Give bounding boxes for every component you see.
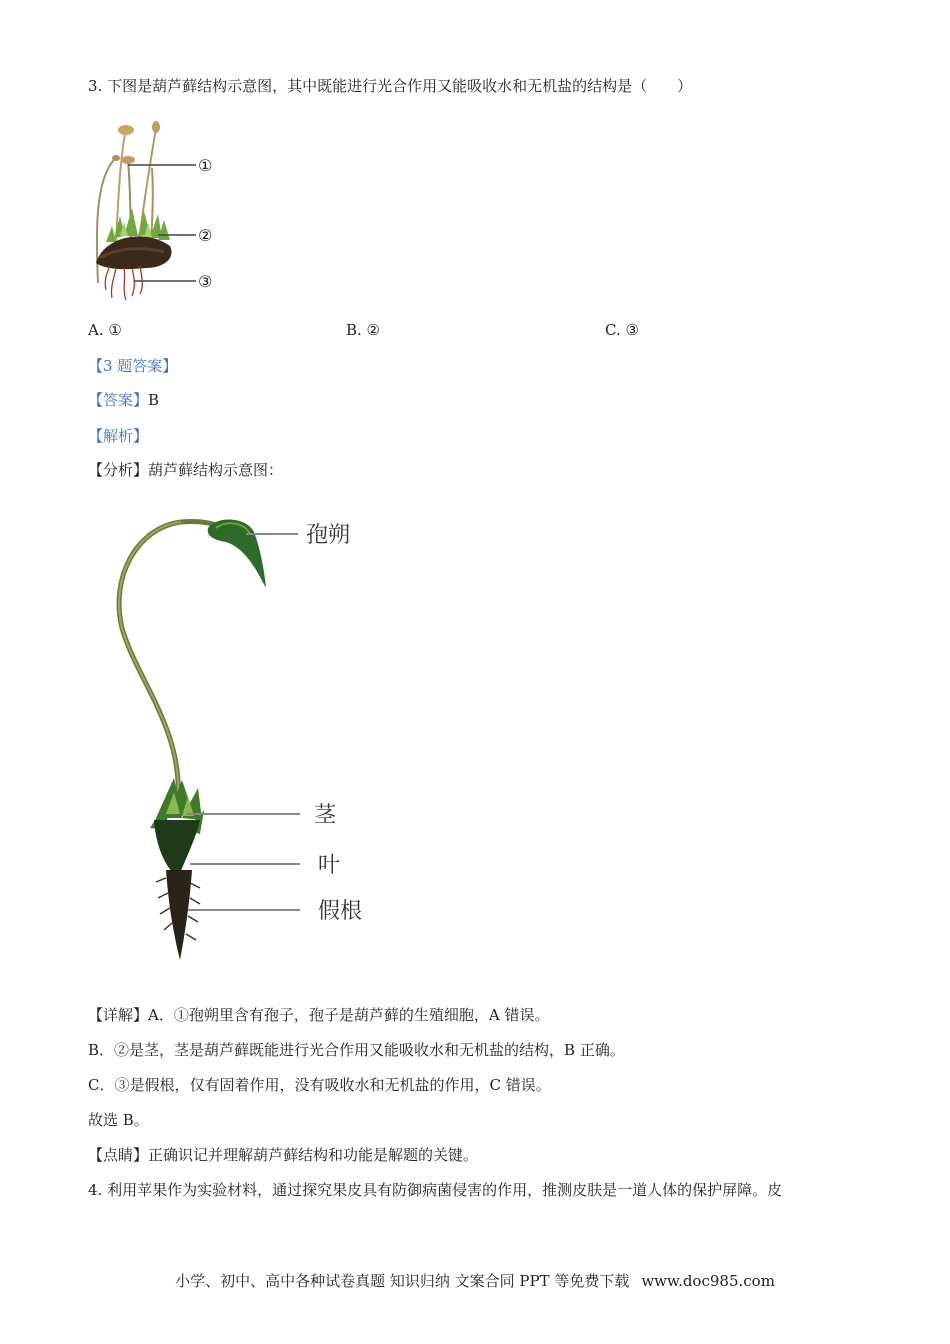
page-footer — [0, 1270, 950, 1291]
comment-text: 正确识记并理解葫芦藓结构和功能是解题的关键。 — [148, 1146, 479, 1164]
analysis-text: 葫芦藓结构示意图： — [148, 461, 284, 479]
detail-line-a — [88, 1005, 549, 1025]
diagram-label-stem: 茎 — [314, 803, 337, 828]
footer-url[interactable]: www.doc985.com — [641, 1272, 775, 1290]
moss-structure-diagram — [86, 498, 386, 976]
comment-tag: 【点睛】 — [88, 1146, 149, 1164]
analysis-heading: 【解析】 — [88, 427, 149, 445]
moss-figure-numbered — [86, 118, 226, 304]
option-a: A. ① — [88, 321, 122, 339]
answer-tag: 【答案】 — [88, 391, 149, 409]
question-3-stem: 3. 下图是葫芦藓结构示意图，其中既能进行光合作用又能吸收水和无机盐的结构是（ ） — [88, 77, 693, 95]
detail-line-c: C．③是假根，仅有固着作用，没有吸收水和无机盐的作用，C 错误。 — [88, 1076, 551, 1094]
figure-label-2: ② — [198, 226, 213, 245]
detail-conclusion: 故选 B。 — [88, 1111, 149, 1129]
detail-tag: 【详解】 — [88, 1006, 149, 1024]
detail-text-a: A．①孢朔里含有孢子，孢子是葫芦藓的生殖细胞，A 错误。 — [148, 1006, 550, 1024]
footer-text: 小学、初中、高中各种试卷真题 知识归纳 文案合同 PPT 等免费下载 — [175, 1272, 630, 1290]
analysis-line — [88, 460, 283, 480]
answer-heading: 【3 题答案】 — [88, 357, 178, 375]
figure-label-3: ③ — [198, 272, 213, 291]
figure-label-1: ① — [198, 156, 213, 175]
diagram-label-capsule: 孢朔 — [306, 523, 351, 548]
diagram-label-leaf: 叶 — [318, 853, 341, 878]
answer-line — [88, 390, 159, 410]
question-4-stem: 4. 利用苹果作为实验材料，通过探究果皮具有防御病菌侵害的作用，推测皮肤是一道人体的保护屏障。皮 — [88, 1181, 783, 1199]
option-c: C. ③ — [605, 321, 639, 339]
diagram-label-rhizoid: 假根 — [318, 899, 363, 924]
option-b: B. ② — [346, 321, 381, 339]
analysis-tag: 【分析】 — [88, 461, 149, 479]
detail-line-b: B．②是茎，茎是葫芦藓既能进行光合作用又能吸收水和无机盐的结构，B 正确。 — [88, 1041, 625, 1059]
comment-line — [88, 1145, 478, 1165]
answer-value: B — [148, 391, 160, 409]
